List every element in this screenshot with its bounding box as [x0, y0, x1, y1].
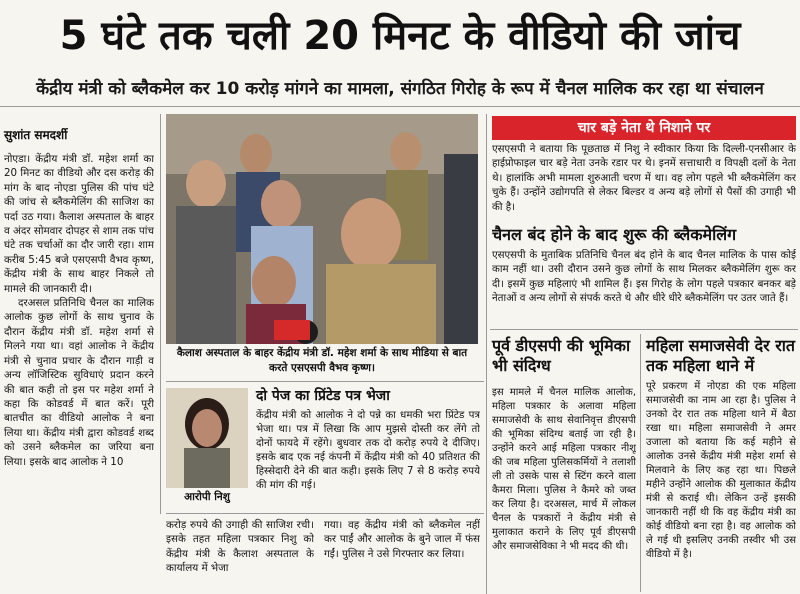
letter-text: केंद्रीय मंत्री को आलोक ने दो पन्ने का धमकी भरा प्रिंटेड पत्र भेजा था। पत्र में लिखा कि आप मुझसे दोस्ती कर लेंगे तो दोनों फायदे में रहेंगे। बुधवार तक दो करोड़ रुपये दे दीजिए। इसके बाद एक नई कंपनी में केंद्रीय मंत्री को 40 प्रतिशत की हिस्सेदारी देने की बात कही। इसके लिए 7 से 8 करोड़ रुपये की मांग की गई।	[256, 410, 480, 491]
divider-left	[160, 114, 161, 514]
headline: 5 घंटे तक चली 20 मिनट के वीडियो की जांच	[59, 13, 741, 59]
crowd-illustration	[166, 114, 478, 344]
divider-top	[0, 106, 800, 107]
divider-right-bottom	[640, 334, 641, 592]
divider-bottom-strip	[166, 513, 484, 514]
letter-heading: दो पेज का प्रिंटेड पत्र भेजा	[256, 388, 390, 404]
bottom-text-1: करोड़ रुपये की उगाही की साजिश रची। इसके तहत महिला पत्रकार निशु को केंद्रीय मंत्री के कैलाश अस्पताल के कार्यालय में भेजा	[166, 519, 314, 575]
bottom-text-2: गया। वह केंद्रीय मंत्री को ब्लैकमेल नहीं कर पाईं और आलोक के बुने जाल में फंस गईं। पुलिस ने उसे गिरफ्तार कर लिया।	[324, 519, 480, 560]
dsp-text: इस मामले में चैनल मालिक आलोक, महिला पत्रकार के अलावा महिला समाजसेवी के साथ सेवानिवृत्त डीएसपी की भूमिका संदिग्ध बताई जा रही है। उन्होंने करने आई महिला पत्रकार नीशू की जब महिला पुलिसकर्मियों ने तलाशी ली तो उसके पास से स्टिंग करने वाला कैमरा मिला। पुलिस ने कैमरे को जब्त कर लिया है। दरअसल, मार्च में लोकल चैनल के पत्रकारों ने केंद्रीय मंत्री से मुलाकात कराने के लिए पूर्व डीएसपी और समाजसेविका ने भी मदद की थी।	[492, 387, 636, 552]
subheadline: केंद्रीय मंत्री को ब्लैकमेल कर 10 करोड़ मांगने का मामला, संगठित गिरोह के रूप में चैनल मालिक कर रहा था संचालन	[36, 79, 764, 99]
social-worker-heading: महिला समाजसेवी देर रात तक महिला थाने में	[646, 336, 796, 375]
channel-text: एसएसपी के मुताबिक प्रतिनिधि चैनल बंद होने के बाद चैनल मालिक के पास कोई काम नहीं था। उसी दौरान उसने कुछ लोगों के साथ मिलकर ब्लैकमेलिंग शुरू कर दी। इसमें कुछ महिलाएं भी शामिल हैं। इस गिरोह के लोग पहले पत्रकार बनकर बड़े नेताओं व अन्य लोगों से संपर्क करते थे और धीरे धीरे ब्लैकमेलिंग पर उतर जाते हैं।	[492, 250, 796, 305]
left-article-text	[4, 152, 154, 588]
photo-caption: कैलाश अस्पताल के बाहर केंद्रीय मंत्री डॉ. महेश शर्मा के साथ मीडिया से बात करते एसएसपी वैभव कृष्ण।	[176, 347, 468, 374]
accused-portrait	[166, 388, 248, 488]
dsp-heading: पूर्व डीएसपी की भूमिका भी संदिग्ध	[492, 336, 631, 375]
left-paragraph: नोएडा। केंद्रीय मंत्री डॉ. महेश शर्मा का 20 मिनट का वीडियो और दस करोड़ की मांग के बाद नोएडा पुलिस की पांच घंटे की जांच से ब्लैकमेलिंग की साजिश का पर्दा उठ गया। कैलाश अस्पताल के बाहर व अंदर सोमवार दोपहर से शाम तक पांच घंटे तक चर्चाओं का दौर जारी रहा। शाम करीब 5:45 बजे एसएसपी वैभव कृष्ण, केंद्रीय मंत्री के साथ बाहर निकले तो मामले की जानकारी दी।	[4, 153, 154, 295]
four-leaders-text: एसएसपी ने बताया कि पूछताछ में निशु ने स्वीकार किया कि दिल्ली-एनसीआर के हाईप्रोफाइल चार बड़े नेता उनके रडार पर थे। इनमें सत्ताधारी व विपक्षी दलों के नेता थे। हालांकि अभी मामला शुरुआती चरण में था। वह लोग पहले भी ब्लैकमेलिंग कर चुके हैं। उन्होंने उद्योगपति से लेकर बिल्डर व अन्य बड़े लोगों से पैसों की उगाही भी की है।	[492, 144, 796, 213]
portrait-illustration	[166, 388, 248, 488]
divider-right	[486, 114, 487, 594]
divider-right-mid	[490, 329, 798, 330]
left-paragraph: दरअसल प्रतिनिधि चैनल का मालिक आलोक कुछ लोगों के साथ चुनाव के दौरान केंद्रीय मंत्री डॉ. महेश शर्मा से मिलने गया था। वहां आलोक ने केंद्रीय मंत्री से चुनाव प्रचार के दौरान गाड़ी व अन्य लॉजिस्टिक सुविधाएं प्रदान करने की बात कही तो इस पर महेश शर्मा ने कहा कि कोडवर्ड में बात करें। पूरी बातचीत का वीडियो आलोक ने बना लिया था। केंद्रीय मंत्री द्वारा कोडवर्ड शब्द को उसने ब्लैकमेल का जरिया बना लिया। इसके बाद आलोक ने 10	[4, 297, 154, 468]
social-worker-text: पूरे प्रकरण में नोएडा की एक महिला समाजसेवी का नाम आ रहा है। पुलिस ने उनको देर रात तक महिला थाने में बैठा रखा था। महिला समाजसेवी ने अमर उजाला को बताया कि कई महीने से आलोक उनसे केंद्रीय मंत्री महेश शर्मा से मिलवाने के लिए कह रहा था। पिछले महीने उन्होंने आलोक की मुलाकात केंद्रीय मंत्री से कराई थी। लेकिन उन्हें इसकी जानकारी नहीं थी कि वह केंद्रीय मंत्री का कोई वीडियो बना रहा है। वह आलोक को ले गई थी इसलिए उनकी तस्वीर भी उस वीडियो में है।	[646, 381, 796, 560]
byline: सुशांत समदर्शी	[4, 128, 68, 142]
portrait-caption: आरोपी निशु	[184, 491, 230, 503]
banner-four-leaders: चार बड़े नेता थे निशाने पर	[492, 116, 796, 140]
divider-mid-left	[166, 381, 484, 382]
channel-heading: चैनल बंद होने के बाद शुरू की ब्लैकमेलिंग	[492, 225, 737, 244]
main-photo	[166, 114, 478, 344]
